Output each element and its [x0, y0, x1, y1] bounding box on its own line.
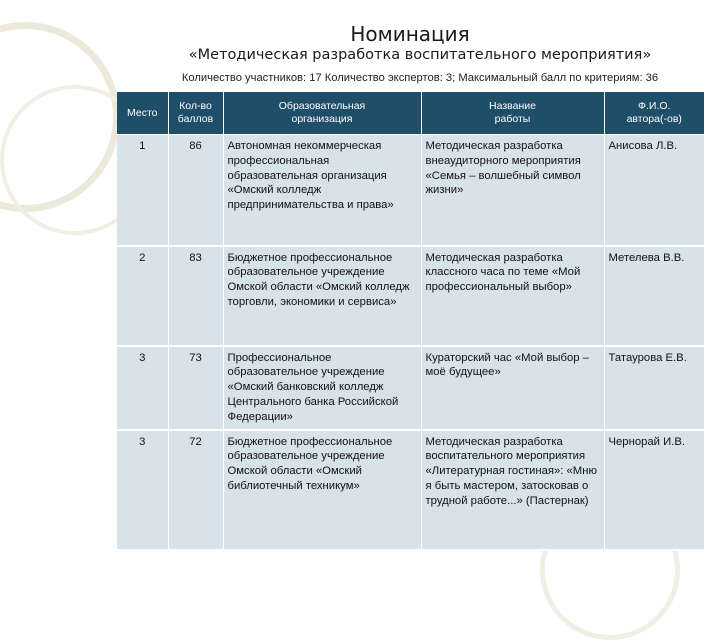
cell-place: 3: [117, 430, 168, 550]
cell-score: 73: [168, 346, 223, 430]
cell-place: 1: [117, 135, 168, 246]
cell-place: 3: [117, 346, 168, 430]
cell-work-title: Методическая разработка внеаудиторного мероприятия «Семья – волшебный символ жизни»: [421, 135, 604, 246]
header-work-title: Название работы: [421, 92, 604, 135]
cell-organization: Автономная некоммерческая профессиональная образовательная организация «Омский колледж предпринимательства и права»: [223, 135, 421, 246]
header-author: Ф.И.О. автора(-ов): [604, 92, 704, 135]
cell-author: Чернорай И.В.: [604, 430, 704, 550]
cell-score: 83: [168, 246, 223, 346]
table-row: [117, 430, 704, 550]
cell-author: Татаурова Е.В.: [604, 346, 704, 430]
table-row: [117, 346, 704, 430]
cell-score: 72: [168, 430, 223, 550]
cell-work-title: Кураторский час «Мой выбор – моё будущее»: [421, 346, 604, 430]
cell-author: Метелева В.В.: [604, 246, 704, 346]
cell-organization: Бюджетное профессиональное образовательное учреждение Омской области «Омский библиотечный техникум»: [223, 430, 421, 550]
cell-work-title: Методическая разработка классного часа по теме «Мой профессиональный выбор»: [421, 246, 604, 346]
cell-score: 86: [168, 135, 223, 246]
nomination-subtitle: «Методическая разработка воспитательного мероприятия»: [188, 47, 652, 63]
cell-author: Анисова Л.В.: [604, 135, 704, 246]
page-title: Номинация: [350, 22, 470, 46]
cell-organization: Бюджетное профессиональное образовательное учреждение Омской области «Омский колледж торговли, экономики и сервиса»: [223, 246, 421, 346]
header-place: Место: [117, 92, 168, 135]
table-row: [117, 246, 704, 346]
header-organization: Образовательная организация: [223, 92, 421, 135]
header-score: Кол-во баллов: [168, 92, 223, 135]
table-header-row: [117, 92, 704, 135]
contest-info: Количество участников: 17 Количество экспертов: 3; Максимальный балл по критериям: 36: [181, 72, 659, 84]
cell-work-title: Методическая разработка воспитательного мероприятия «Литературная гостиная»: «Мню я быть мастером, затосковав о трудной работе...» (Пастернак): [421, 430, 604, 550]
table-row: [117, 135, 704, 246]
cell-place: 2: [117, 246, 168, 346]
results-table: [117, 92, 704, 551]
cell-organization: Профессиональное образовательное учреждение «Омский банковский колледж Центрального банка Российской Федерации»: [223, 346, 421, 430]
